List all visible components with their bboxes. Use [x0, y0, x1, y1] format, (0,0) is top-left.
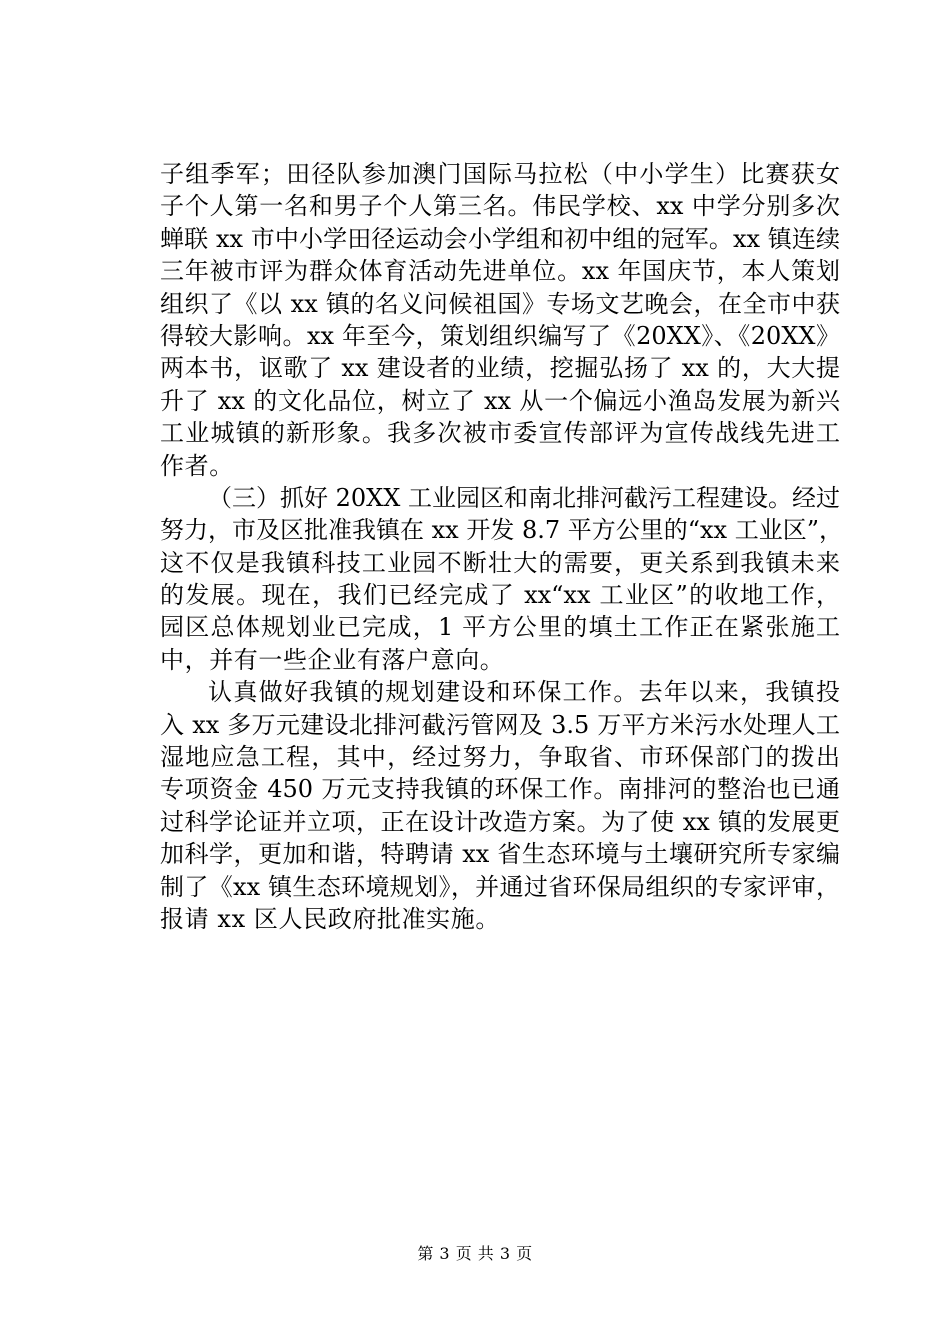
text-line: 组织了《以 xx 镇的名义问候祖国》专场文艺晚会，在全市中获: [160, 289, 840, 318]
text-line: 这不仅是我镇科技工业园不断壮大的需要，更关系到我镇未来: [160, 548, 840, 577]
text-line: 入 xx 多万元建设北排河截污管网及 3.5 万平方米污水处理人工: [160, 710, 840, 739]
text-line: 园区总体规划业已完成，1 平方公里的填土工作正在紧张施工: [160, 613, 840, 642]
text-line: 工业城镇的新形象。我多次被市委宣传部评为宣传战线先进工: [160, 419, 840, 448]
paragraph-3: [160, 676, 840, 935]
page-number-footer: 第 3 页 共 3 页: [417, 1244, 533, 1263]
text-line: 三年被市评为群众体育活动先进单位。xx 年国庆节，本人策划: [160, 257, 840, 286]
text-line: 升了 xx 的文化品位，树立了 xx 从一个偏远小渔岛发展为新兴: [160, 386, 840, 415]
text-line: 认真做好我镇的规划建设和环保工作。去年以来，我镇投: [208, 678, 840, 707]
text-line: （三）抓好 20XX 工业园区和南北排河截污工程建设。经过: [208, 483, 840, 512]
text-line: 两本书，讴歌了 xx 建设者的业绩，挖掘弘扬了 xx 的，大大提: [160, 354, 840, 383]
text-line: 子组季军；田径队参加澳门国际马拉松（中小学生）比赛获女: [160, 160, 840, 188]
document-body: [160, 158, 843, 935]
paragraph-2: [160, 482, 843, 676]
text-line: 报请 xx 区人民政府批准实施。: [160, 904, 500, 933]
text-line: 过科学论证并立项，正在设计改造方案。为了使 xx 镇的发展更: [160, 807, 840, 836]
text-line: 子个人第一名和男子个人第三名。伟民学校、xx 中学分别多次: [160, 192, 840, 221]
text-line: 作者。: [160, 451, 234, 480]
text-line: 蝉联 xx 市中小学田径运动会小学组和初中组的冠军。xx 镇连续: [160, 224, 840, 253]
text-line: 的发展。现在，我们已经完成了 xx“xx 工业区”的收地工作，: [160, 581, 840, 610]
paragraph-1: [160, 158, 840, 482]
text-line: 湿地应急工程，其中，经过努力，争取省、市环保部门的拨出: [160, 743, 840, 772]
text-line: 专项资金 450 万元支持我镇的环保工作。南排河的整治也已通: [160, 775, 840, 804]
text-line: 努力，市及区批准我镇在 xx 开发 8.7 平方公里的“xx 工业区”，: [160, 516, 843, 545]
text-line: 制了《xx 镇生态环境规划》，并通过省环保局组织的专家评审，: [160, 872, 840, 901]
text-line: 加科学，更加和谐，特聘请 xx 省生态环境与土壤研究所专家编: [160, 840, 840, 869]
text-line: 中，并有一些企业有落户意向。: [160, 645, 505, 674]
text-line: 得较大影响。xx 年至今，策划组织编写了《20XX》、《20XX》: [160, 321, 840, 350]
